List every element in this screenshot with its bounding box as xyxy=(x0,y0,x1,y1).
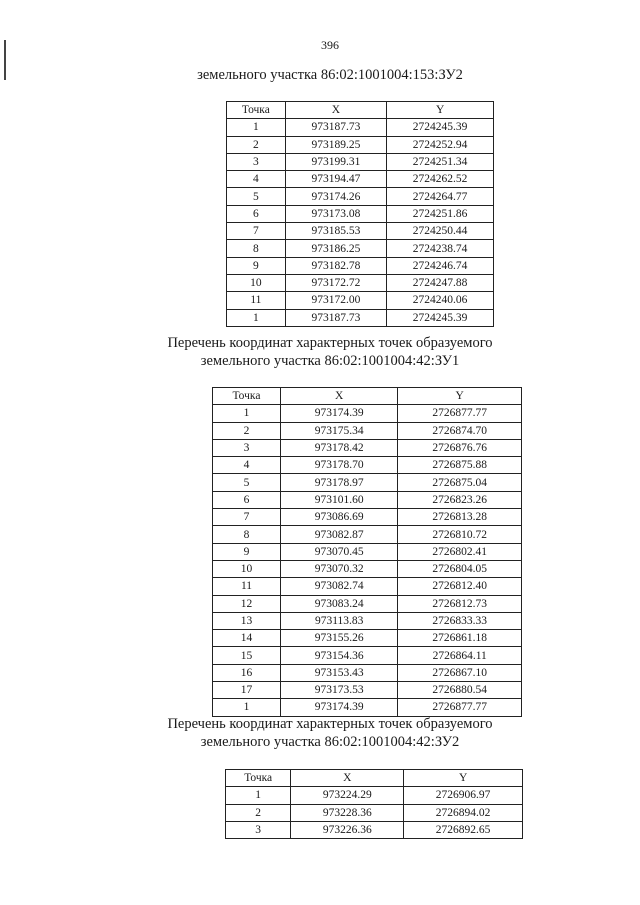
table-row xyxy=(227,257,494,274)
point-cell: 13 xyxy=(213,612,281,629)
table-row xyxy=(213,630,522,647)
table-row xyxy=(227,153,494,170)
table-row xyxy=(226,804,523,821)
x-cell: 973178.97 xyxy=(280,474,397,491)
table-row xyxy=(213,578,522,595)
point-cell: 8 xyxy=(213,526,281,543)
x-cell: 973082.74 xyxy=(280,578,397,595)
x-cell: 973101.60 xyxy=(280,491,397,508)
y-cell: 2726875.88 xyxy=(398,457,522,474)
table-row xyxy=(213,491,522,508)
table-row xyxy=(213,509,522,526)
y-cell: 2724250.44 xyxy=(387,223,494,240)
table-row xyxy=(213,560,522,577)
section2-heading xyxy=(0,334,640,370)
x-cell: 973186.25 xyxy=(285,240,386,257)
coordinates-table-1 xyxy=(226,101,494,327)
table-row xyxy=(227,136,494,153)
column-header: Y xyxy=(398,388,522,405)
y-cell: 2724245.39 xyxy=(387,119,494,136)
point-cell: 1 xyxy=(227,119,286,136)
point-cell: 7 xyxy=(227,223,286,240)
table-row xyxy=(213,405,522,422)
table-header-row xyxy=(226,770,523,787)
table-row xyxy=(213,543,522,560)
point-cell: 17 xyxy=(213,682,281,699)
y-cell: 2726875.04 xyxy=(398,474,522,491)
table-row xyxy=(213,595,522,612)
table-row xyxy=(213,457,522,474)
x-cell: 973173.53 xyxy=(280,682,397,699)
y-cell: 2726802.41 xyxy=(398,543,522,560)
table-row xyxy=(227,171,494,188)
table-row xyxy=(227,119,494,136)
table-row xyxy=(213,699,522,716)
x-cell: 973154.36 xyxy=(280,647,397,664)
x-cell: 973173.08 xyxy=(285,205,386,222)
y-cell: 2726812.73 xyxy=(398,595,522,612)
table-row xyxy=(213,682,522,699)
y-cell: 2724262.52 xyxy=(387,171,494,188)
y-cell: 2726813.28 xyxy=(398,509,522,526)
y-cell: 2724251.34 xyxy=(387,153,494,170)
x-cell: 973178.42 xyxy=(280,439,397,456)
point-cell: 10 xyxy=(213,560,281,577)
x-cell: 973228.36 xyxy=(291,804,404,821)
point-cell: 11 xyxy=(213,578,281,595)
y-cell: 2724247.88 xyxy=(387,274,494,291)
y-cell: 2724240.06 xyxy=(387,292,494,309)
point-cell: 16 xyxy=(213,664,281,681)
table-row xyxy=(213,664,522,681)
point-cell: 4 xyxy=(213,457,281,474)
y-cell: 2724252.94 xyxy=(387,136,494,153)
table-row xyxy=(227,205,494,222)
coordinates-table-3 xyxy=(225,769,523,839)
point-cell: 8 xyxy=(227,240,286,257)
y-cell: 2726810.72 xyxy=(398,526,522,543)
y-cell: 2726877.77 xyxy=(398,405,522,422)
section3-heading xyxy=(0,715,640,751)
table-row xyxy=(227,309,494,326)
point-cell: 9 xyxy=(213,543,281,560)
y-cell: 2724246.74 xyxy=(387,257,494,274)
point-cell: 3 xyxy=(213,439,281,456)
x-cell: 973187.73 xyxy=(285,119,386,136)
column-header: Точка xyxy=(213,388,281,405)
x-cell: 973199.31 xyxy=(285,153,386,170)
y-cell: 2724264.77 xyxy=(387,188,494,205)
y-cell: 2726876.76 xyxy=(398,439,522,456)
x-cell: 973178.70 xyxy=(280,457,397,474)
table-header-row xyxy=(227,102,494,119)
x-cell: 973194.47 xyxy=(285,171,386,188)
point-cell: 1 xyxy=(226,787,291,804)
y-cell: 2726804.05 xyxy=(398,560,522,577)
section1-heading xyxy=(0,66,640,84)
y-cell: 2724238.74 xyxy=(387,240,494,257)
table-row xyxy=(227,188,494,205)
table-row xyxy=(226,821,523,838)
point-cell: 4 xyxy=(227,171,286,188)
point-cell: 2 xyxy=(213,422,281,439)
x-cell: 973174.39 xyxy=(280,699,397,716)
x-cell: 973187.73 xyxy=(285,309,386,326)
x-cell: 973155.26 xyxy=(280,630,397,647)
x-cell: 973070.32 xyxy=(280,560,397,577)
column-header: Точка xyxy=(226,770,291,787)
y-cell: 2726812.40 xyxy=(398,578,522,595)
x-cell: 973226.36 xyxy=(291,821,404,838)
section2-heading-line: Перечень координат характерных точек образуемого xyxy=(167,335,493,351)
table-row xyxy=(213,422,522,439)
x-cell: 973172.72 xyxy=(285,274,386,291)
column-header: X xyxy=(280,388,397,405)
table-row xyxy=(213,474,522,491)
x-cell: 973175.34 xyxy=(280,422,397,439)
point-cell: 14 xyxy=(213,630,281,647)
y-cell: 2726880.54 xyxy=(398,682,522,699)
table-row xyxy=(227,292,494,309)
section1-heading-line: земельного участка 86:02:1001004:153:ЗУ2 xyxy=(197,67,463,83)
x-cell: 973083.24 xyxy=(280,595,397,612)
point-cell: 11 xyxy=(227,292,286,309)
x-cell: 973113.83 xyxy=(280,612,397,629)
y-cell: 2724245.39 xyxy=(387,309,494,326)
y-cell: 2726877.77 xyxy=(398,699,522,716)
point-cell: 2 xyxy=(226,804,291,821)
point-cell: 10 xyxy=(227,274,286,291)
coordinates-table-2 xyxy=(212,387,522,717)
section3-heading-line: Перечень координат характерных точек образуемого xyxy=(167,716,493,732)
point-cell: 1 xyxy=(213,699,281,716)
table-row xyxy=(226,787,523,804)
y-cell: 2726833.33 xyxy=(398,612,522,629)
column-header: X xyxy=(291,770,404,787)
table-row xyxy=(213,526,522,543)
point-cell: 15 xyxy=(213,647,281,664)
y-cell: 2726864.11 xyxy=(398,647,522,664)
x-cell: 973224.29 xyxy=(291,787,404,804)
point-cell: 2 xyxy=(227,136,286,153)
column-header: Y xyxy=(404,770,523,787)
y-cell: 2726861.18 xyxy=(398,630,522,647)
y-cell: 2726874.70 xyxy=(398,422,522,439)
y-cell: 2726906.97 xyxy=(404,787,523,804)
point-cell: 6 xyxy=(213,491,281,508)
y-cell: 2726892.65 xyxy=(404,821,523,838)
point-cell: 3 xyxy=(227,153,286,170)
table-row xyxy=(213,612,522,629)
table-row xyxy=(227,223,494,240)
column-header: X xyxy=(285,102,386,119)
point-cell: 6 xyxy=(227,205,286,222)
table-row xyxy=(227,240,494,257)
point-cell: 3 xyxy=(226,821,291,838)
x-cell: 973189.25 xyxy=(285,136,386,153)
x-cell: 973185.53 xyxy=(285,223,386,240)
x-cell: 973153.43 xyxy=(280,664,397,681)
y-cell: 2726867.10 xyxy=(398,664,522,681)
x-cell: 973174.26 xyxy=(285,188,386,205)
section2-heading-line: земельного участка 86:02:1001004:42:ЗУ1 xyxy=(200,353,460,369)
x-cell: 973086.69 xyxy=(280,509,397,526)
point-cell: 12 xyxy=(213,595,281,612)
point-cell: 5 xyxy=(213,474,281,491)
column-header: Точка xyxy=(227,102,286,119)
page-number: 396 xyxy=(321,38,339,52)
point-cell: 1 xyxy=(227,309,286,326)
y-cell: 2726894.02 xyxy=(404,804,523,821)
table-row xyxy=(213,439,522,456)
x-cell: 973172.00 xyxy=(285,292,386,309)
y-cell: 2726823.26 xyxy=(398,491,522,508)
point-cell: 1 xyxy=(213,405,281,422)
table-row xyxy=(213,647,522,664)
x-cell: 973082.87 xyxy=(280,526,397,543)
point-cell: 9 xyxy=(227,257,286,274)
y-cell: 2724251.86 xyxy=(387,205,494,222)
point-cell: 7 xyxy=(213,509,281,526)
table-row xyxy=(227,274,494,291)
x-cell: 973070.45 xyxy=(280,543,397,560)
table-header-row xyxy=(213,388,522,405)
x-cell: 973182.78 xyxy=(285,257,386,274)
column-header: Y xyxy=(387,102,494,119)
x-cell: 973174.39 xyxy=(280,405,397,422)
section3-heading-line: земельного участка 86:02:1001004:42:ЗУ2 xyxy=(200,734,460,750)
point-cell: 5 xyxy=(227,188,286,205)
